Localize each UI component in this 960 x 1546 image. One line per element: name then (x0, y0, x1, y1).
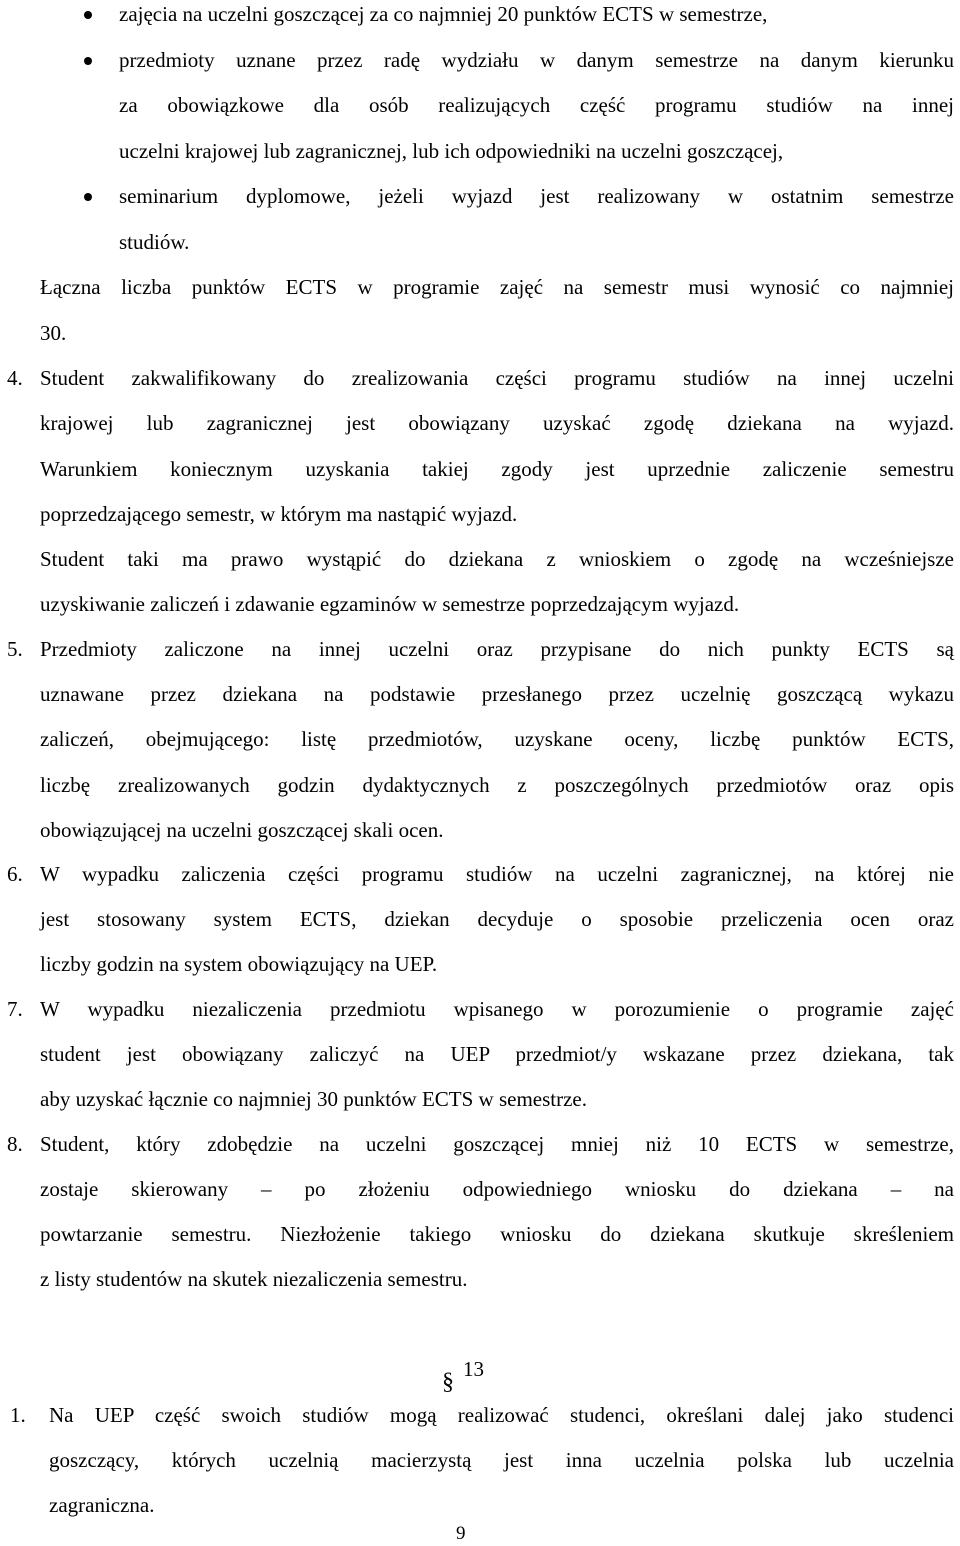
item-line: Student taki ma prawo wystąpić do dziekana z wnioskiem o zgodę na wcześniejsze (40, 547, 954, 571)
item-line: goszczący, których uczelnią macierzystą jest inna uczelnia polska lub uczelnia (49, 1448, 954, 1472)
bullet-line: zajęcia na uczelni goszczącej za co najmniej 20 punktów ECTS w semestrze, (119, 2, 768, 26)
item-line: powtarzanie semestru. Niezłożenie takiego wniosku do dziekana skutkuje skreśleniem (40, 1222, 954, 1246)
item-number: 8. (7, 1132, 23, 1156)
item-line: Warunkiem koniecznym uzyskania takiej zgody jest uprzednie zaliczenie semestru (40, 457, 954, 481)
item-line: jest stosowany system ECTS, dziekan decyduje o sposobie przeliczenia ocen oraz (40, 907, 954, 931)
item-line: zagraniczna. (49, 1493, 155, 1517)
section-symbol: § (442, 1369, 454, 1395)
bullet-marker (84, 11, 92, 19)
paragraph-line: Łączna liczba punktów ECTS w programie zajęć na semestr musi wynosić co najmniej (40, 275, 954, 299)
bullet-line: studiów. (119, 230, 190, 254)
bullet-line: uczelni krajowej lub zagranicznej, lub ich odpowiedniki na uczelni goszczącej, (119, 139, 784, 163)
item-line: zostaje skierowany – po złożeniu odpowiedniego wniosku do dziekana – na (40, 1177, 954, 1201)
item-line: liczbę zrealizowanych godzin dydaktycznych z poszczególnych przedmiotów oraz opis (40, 773, 954, 797)
item-line: uzyskiwanie zaliczeń i zdawanie egzaminów w semestrze poprzedzającym wyjazd. (40, 592, 740, 616)
bullet-line: seminarium dyplomowe, jeżeli wyjazd jest realizowany w ostatnim semestrze (119, 184, 954, 208)
item-line: poprzedzającego semestr, w którym ma nastąpić wyjazd. (40, 502, 518, 526)
section-number: 13 (463, 1357, 484, 1381)
item-line: Student, który zdobędzie na uczelni goszczącej mniej niż 10 ECTS w semestrze, (40, 1132, 954, 1156)
bullet-marker (84, 193, 92, 201)
item-line: uznawane przez dziekana na podstawie przesłanego przez uczelnię goszczącą wykazu (40, 682, 954, 706)
item-line: liczby godzin na system obowiązujący na UEP. (40, 952, 438, 976)
item-line: W wypadku niezaliczenia przedmiotu wpisanego w porozumienie o programie zajęć (40, 997, 954, 1021)
item-line: Przedmioty zaliczone na innej uczelni oraz przypisane do nich punkty ECTS są (40, 637, 954, 661)
item-number: 1. (10, 1403, 26, 1427)
item-line: obowiązującej na uczelni goszczącej skali ocen. (40, 818, 444, 842)
item-number: 6. (7, 862, 23, 886)
item-line: z listy studentów na skutek niezaliczenia semestru. (40, 1267, 468, 1291)
item-line: W wypadku zaliczenia części programu studiów na uczelni zagranicznej, na której nie (40, 862, 954, 886)
item-line: aby uzyskać łącznie co najmniej 30 punktów ECTS w semestrze. (40, 1087, 588, 1111)
item-number: 4. (7, 366, 23, 390)
item-line: zaliczeń, obejmującego: listę przedmiotów, uzyskane oceny, liczbę punktów ECTS, (40, 727, 954, 751)
item-number: 7. (7, 997, 23, 1021)
page-number: 9 (456, 1523, 466, 1544)
paragraph-line: 30. (40, 321, 67, 345)
bullet-line: za obowiązkowe dla osób realizujących część programu studiów na innej (119, 93, 954, 117)
bullet-marker (84, 57, 92, 65)
item-number: 5. (7, 637, 23, 661)
item-line: Student zakwalifikowany do zrealizowania części programu studiów na innej uczelni (40, 366, 954, 390)
bullet-line: przedmioty uznane przez radę wydziału w danym semestrze na danym kierunku (119, 48, 954, 72)
item-line: Na UEP część swoich studiów mogą realizować studenci, określani dalej jako studenci (49, 1403, 954, 1427)
item-line: student jest obowiązany zaliczyć na UEP przedmiot/y wskazane przez dziekana, tak (40, 1042, 954, 1066)
item-line: krajowej lub zagranicznej jest obowiązany uzyskać zgodę dziekana na wyjazd. (40, 411, 954, 435)
